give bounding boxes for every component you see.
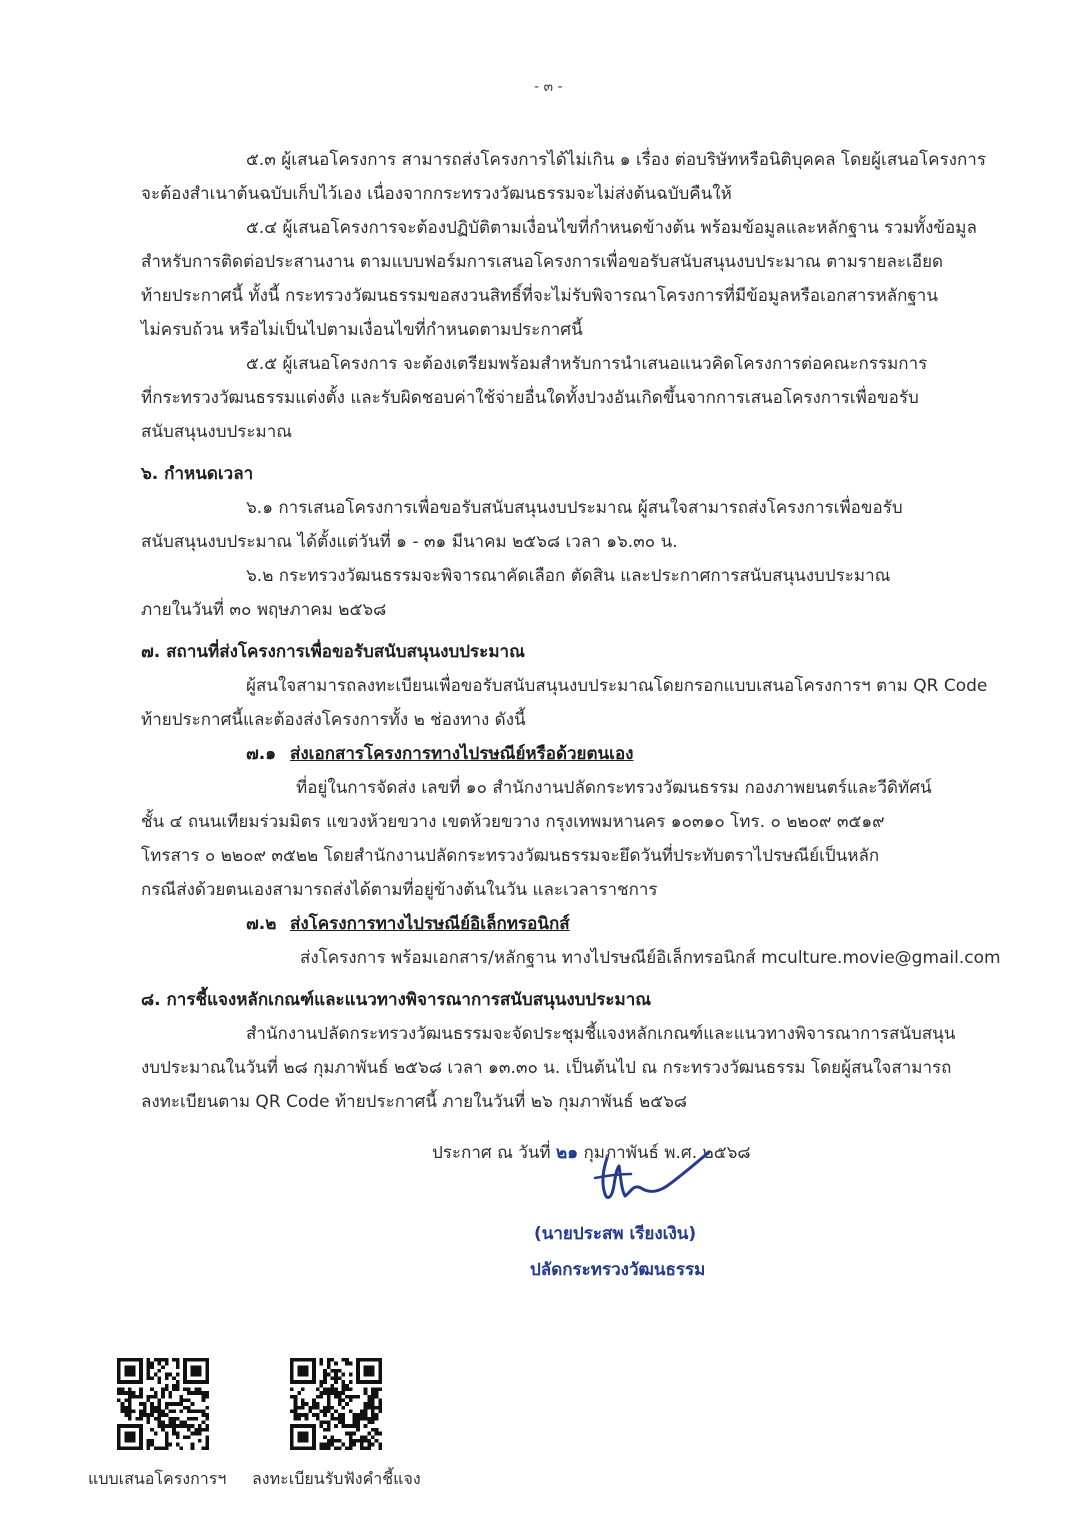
subsection-7-1-number: ๗.๑ — [246, 744, 277, 764]
section-8-line-2: งบประมาณในวันที่ ๒๘ กุมภาพันธ์ ๒๕๖๘ เวลา ๑๓.๓๐ น. เป็นต้นไป ณ กระทรวงวัฒนธรรม โดยผู้สนใจสามารถ — [141, 1058, 952, 1078]
subsection-7-2-title: ส่งโครงการทางไปรษณีย์อิเล็กทรอนิกส์ — [290, 914, 570, 934]
signatory-name: (นายประสพ เรียงเงิน) — [534, 1224, 697, 1244]
subsection-7-1-title: ส่งเอกสารโครงการทางไปรษณีย์หรือด้วยตนเอง — [290, 744, 634, 764]
para-6-2-line-2: ภายในวันที่ ๓๐ พฤษภาคม ๒๕๖๘ — [141, 600, 387, 620]
para-5-3-line-1: ๕.๓ ผู้เสนอโครงการ สามารถส่งโครงการได้ไม่เกิน ๑ เรื่อง ต่อบริษัทหรือนิติบุคคล โดยผู้เสนอโครงการ — [246, 150, 986, 170]
para-5-5-line-3: สนับสนุนงบประมาณ — [141, 422, 293, 442]
para-5-4-line-1: ๕.๔ ผู้เสนอโครงการจะต้องปฏิบัติตามเงื่อนไขที่กำหนดข้างต้น พร้อมข้อมูลและหลักฐาน รวมทั้งข้อมูล — [246, 218, 977, 238]
section-7-heading: ๗. สถานที่ส่งโครงการเพื่อขอรับสนับสนุนงบประมาณ — [141, 642, 525, 662]
section-8-heading: ๘. การชี้แจงหลักเกณฑ์และแนวทางพิจารณาการสนับสนุนงบประมาณ — [141, 990, 652, 1010]
para-5-5-line-2: ที่กระทรวงวัฒนธรรมแต่งตั้ง และรับผิดชอบค่าใช้จ่ายอื่นใดทั้งปวงอันเกิดขึ้นจากการเสนอโครงการเพื่อขอรับ — [141, 388, 919, 408]
para-6-2-line-1: ๖.๒ กระทรวงวัฒนธรรมจะพิจารณาคัดเลือก ตัดสิน และประกาศการสนับสนุนงบประมาณ — [246, 566, 891, 586]
para-6-1-line-2: สนับสนุนงบประมาณ ได้ตั้งแต่วันที่ ๑ - ๓๑ มีนาคม ๒๕๖๘ เวลา ๑๖.๓๐ น. — [141, 532, 678, 552]
qr-label-registration: ลงทะเบียนรับฟังคำชี้แจง — [252, 1469, 421, 1488]
para-5-4-line-4: ไม่ครบถ้วน หรือไม่เป็นไปตามเงื่อนไขที่กำหนดตามประกาศนี้ — [141, 320, 583, 340]
announcement-day: ๒๑ — [556, 1143, 579, 1163]
para-5-4-line-3: ท้ายประกาศนี้ ทั้งนี้ กระทรวงวัฒนธรรมขอสงวนสิทธิ์ที่จะไม่รับพิจารณาโครงการที่มีข้อมูลหรือเอกสารหลักฐาน — [141, 286, 938, 306]
signatory-title: ปลัดกระทรวงวัฒนธรรม — [530, 1260, 706, 1280]
announcement-suffix: กุมภาพันธ์ พ.ศ. ๒๕๖๘ — [578, 1143, 751, 1163]
subsection-7-1-line-2: ชั้น ๔ ถนนเทียมร่วมมิตร แขวงห้วยขวาง เขตห้วยขวาง กรุงเทพมหานคร ๑๐๓๑๐ โทร. ๐ ๒๒๐๙ ๓๕๑๙ — [141, 812, 885, 832]
section-7-intro-line-2: ท้ายประกาศนี้และต้องส่งโครงการทั้ง ๒ ช่องทาง ดังนี้ — [141, 710, 526, 730]
subsection-7-2-number: ๗.๒ — [246, 914, 277, 934]
subsection-7-1-line-1: ที่อยู่ในการจัดส่ง เลขที่ ๑๐ สำนักงานปลัดกระทรวงวัฒนธรรม กองภาพยนตร์และวีดิทัศน์ — [296, 778, 932, 798]
qr-label-proposal-form: แบบเสนอโครงการฯ — [88, 1469, 227, 1488]
para-5-5-line-1: ๕.๕ ผู้เสนอโครงการ จะต้องเตรียมพร้อมสำหรับการนำเสนอแนวคิดโครงการต่อคณะกรรมการ — [246, 354, 928, 374]
section-8-line-1: สำนักงานปลัดกระทรวงวัฒนธรรมจะจัดประชุมชี้แจงหลักเกณฑ์และแนวทางพิจารณาการสนับสนุน — [246, 1024, 956, 1044]
section-8-line-3: ลงทะเบียนตาม QR Code ท้ายประกาศนี้ ภายในวันที่ ๒๖ กุมภาพันธ์ ๒๕๖๘ — [141, 1092, 688, 1112]
qr-code-proposal-form[interactable] — [117, 1358, 209, 1450]
announcement-prefix: ประกาศ ณ วันที่ — [432, 1143, 557, 1163]
section-6-heading: ๖. กำหนดเวลา — [141, 464, 254, 484]
page-number: - ๓ - — [534, 79, 563, 95]
para-5-3-line-2: จะต้องสำเนาต้นฉบับเก็บไว้เอง เนื่องจากกระทรวงวัฒนธรรมจะไม่ส่งต้นฉบับคืนให้ — [141, 184, 732, 204]
subsection-7-2-line-1: ส่งโครงการ พร้อมเอกสาร/หลักฐาน ทางไปรษณีย์อิเล็กทรอนิกส์ mculture.movie@gmail.com — [300, 948, 1001, 968]
section-7-intro-line-1: ผู้สนใจสามารถลงทะเบียนเพื่อขอรับสนับสนุนงบประมาณโดยกรอกแบบเสนอโครงการฯ ตาม QR Code — [246, 676, 988, 696]
para-6-1-line-1: ๖.๑ การเสนอโครงการเพื่อขอรับสนับสนุนงบประมาณ ผู้สนใจสามารถส่งโครงการเพื่อขอรับ — [246, 498, 903, 518]
subsection-7-1-line-4: กรณีส่งด้วยตนเองสามารถส่งได้ตามที่อยู่ข้างต้นในวัน และเวลาราชการ — [141, 880, 658, 900]
qr-code-registration[interactable] — [290, 1358, 382, 1450]
handwritten-signature — [585, 1148, 715, 1210]
para-5-4-line-2: สำหรับการติดต่อประสานงาน ตามแบบฟอร์มการเสนอโครงการเพื่อขอรับสนับสนุนงบประมาณ ตามรายละเอียด — [141, 252, 944, 272]
subsection-7-1-line-3: โทรสาร ๐ ๒๒๐๙ ๓๕๒๒ โดยสำนักงานปลัดกระทรวงวัฒนธรรมจะยึดวันที่ประทับตราไปรษณีย์เป็นหลัก — [141, 846, 880, 866]
